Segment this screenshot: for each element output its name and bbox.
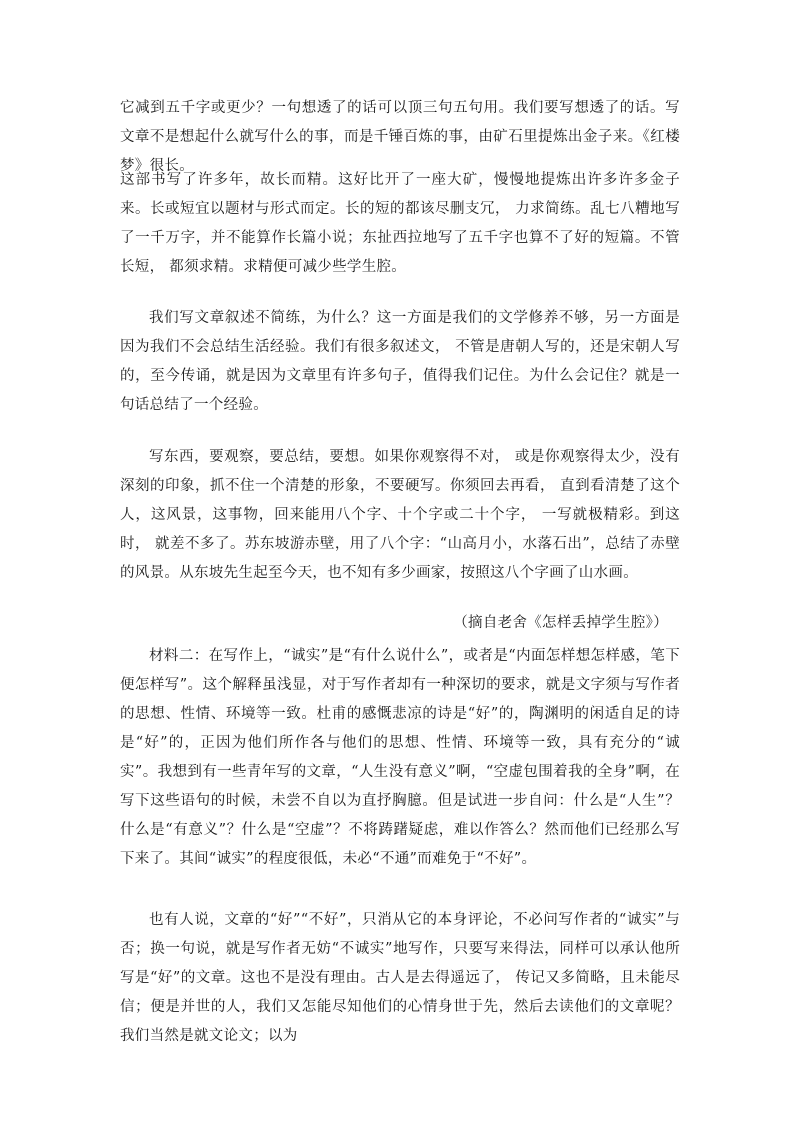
paragraph-6: 也有人说，文章的“好”“不好”，只消从它的本身评论，不必问写作者的“诚实”与否；换一句说，就是写作者无妨“不诚实”地写作，只要写来得法，同样可以承认他所写是“好”的文章。这也不是没有理由。古人是去得遥远了， 传记又多简略，且未能尽信；便是并世的人，我们又怎能尽知他们的心情身世于先，然后去读他们的文章呢？我们当然是就文论文；以为 bbox=[120, 912, 680, 1044]
source-citation: （摘自老舍《怎样丢掉学生腔》） bbox=[453, 615, 668, 631]
paragraph-2: 这部书写了许多年，故长而精。这好比开了一座大矿，慢慢地提炼出许多许多金子来。长或短宜以题材与形式而定。长的短的都该尽删支冗， 力求简练。乱七八糟地写了一千万字，并不能算作长篇小说；东扯西拉地写了五千字也算不了好的短篇。不管长短， 都须求精。求精便可减少些学生腔。 bbox=[120, 172, 680, 275]
paragraph-3: 我们写文章叙述不简练，为什么？这一方面是我们的文学修养不够，另一方面是因为我们不会总结生活经验。我们有很多叙述文， 不管是唐朝人写的，还是宋朝人写的，至今传诵，就是因为文章里有许多句子，值得我们记住。为什么会记住？就是一句话总结了一个经验。 bbox=[120, 310, 680, 413]
paragraph-4: 写东西，要观察，要总结，要想。如果你观察得不对， 或是你观察得太少，没有深刻的印象，抓不住一个清楚的形象，不要硬写。你须回去再看， 直到看清楚了这个人，这风景，这事物，回来能用八个字、十个字或二十个字， 一写就极精彩。到这时， 就差不多了。苏东坡游赤壁，用了八个字：“山高月小，水落石出”，总结了赤壁的风景。从东坡先生起至今天，也不知有多少画家，按照这八个字画了山水画。 bbox=[120, 449, 680, 581]
paragraph-1: 它减到五千字或更少？一句想透了的话可以顶三句五句用。我们要写想透了的话。写文章不是想起什么就写什么的事，而是千锤百炼的事，由矿石里提炼出金子来。《红楼梦》很长。 bbox=[120, 100, 680, 174]
paragraph-5: 材料二：在写作上，“诚实”是“有什么说什么”，或者是“内面怎样想怎样感，笔下便怎样写”。这个解释虽浅显，对于写作者却有一种深切的要求，就是文字须与写作者的思想、性情、环境等一致。杜甫的感慨悲凉的诗是“好”的，陶渊明的闲适自足的诗是“好”的，正因为他们所作各与他们的思想、性情、环境等一致，具有充分的“诚实”。我想到有一些青年写的文章，“人生没有意义”啊，“空虚包围着我的全身”啊，在写下这些语句的时候，未尝不自以为直抒胸臆。但是试进一步自问：什么是“人生”？什么是“有意义”？什么是“空虚”？不将踌躇疑虑，难以作答么？然而他们已经那么写下来了。其间“诚实”的程度很低，未必“不通”而难免于“不好”。 bbox=[120, 648, 680, 867]
